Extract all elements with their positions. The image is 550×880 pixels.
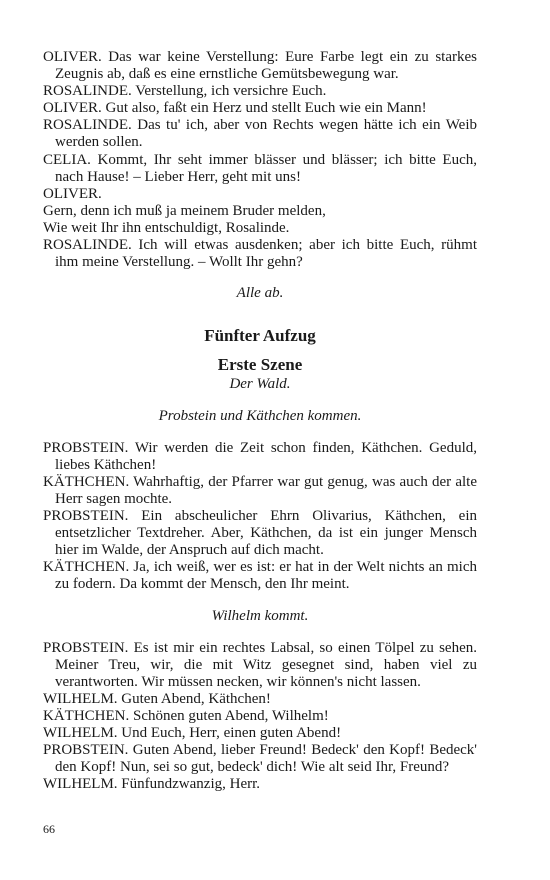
speech-paragraph: PROBSTEIN. Ein abscheulicher Ehrn Olivarius, Käthchen, ein entsetzlicher Textdreher. Aber, Käthchen, da ist ein junger Mensch hier im Walde, der Anspruch auf dich macht. (43, 508, 477, 559)
stage-direction: Der Wald. (229, 375, 291, 392)
speech-paragraph: WILHELM. Und Euch, Herr, einen guten Abend! (43, 725, 342, 742)
speech-paragraph: KÄTHCHEN. Schönen guten Abend, Wilhelm! (43, 708, 329, 724)
speech-paragraph: KÄTHCHEN. Ja, ich weiß, wer es ist: er hat in der Welt nichts an mich zu fodern. Da kommt der Mensch, den Ihr meint. (43, 559, 477, 593)
speech-paragraph: PROBSTEIN. Guten Abend, lieber Freund! Bedeck' den Kopf! Bedeck' den Kopf! Nun, sei so gut, bedeck' dich! Wie alt seid Ihr, Freund? (43, 742, 477, 776)
section-heading: Erste Szene (217, 355, 303, 375)
speech-paragraph: CELIA. Kommt, Ihr seht immer blässer und blässer; ich bitte Euch, nach Hause! – Lieber Herr, geht mit uns! (43, 151, 477, 185)
stage-direction: Alle ab. (236, 285, 284, 302)
page-body (43, 49, 477, 793)
speech-paragraph: ROSALINDE. Das tu' ich, aber von Rechts wegen hätte ich ein Weib werden sollen. (43, 117, 477, 151)
page-number: 66 (43, 822, 55, 836)
speech-paragraph: OLIVER. Gut also, faßt ein Herz und stellt Euch wie ein Mann! (43, 100, 427, 117)
verse-line: Wie weit Ihr ihn entschuldigt, Rosalinde. (43, 219, 290, 236)
stage-direction: Wilhelm kommt. (211, 607, 309, 624)
speech-paragraph: PROBSTEIN. Es ist mir ein rechtes Labsal, so einen Tölpel zu sehen. Meiner Treu, wir, die mit Witz gesegnet sind, haben viel zu verantworten. Wir müssen necken, wir können's nicht lassen. (43, 639, 477, 690)
speech-paragraph: WILHELM. Guten Abend, Käthchen! (43, 690, 271, 707)
speech-paragraph: PROBSTEIN. Wir werden die Zeit schon finden, Käthchen. Geduld, liebes Käthchen! (43, 439, 477, 473)
stage-direction: Probstein und Käthchen kommen. (158, 407, 362, 424)
verse-line: OLIVER. (43, 185, 102, 202)
speech-paragraph: OLIVER. Das war keine Verstellung: Eure Farbe legt ein zu starkes Zeugnis ab, daß es eine ernstliche Gemütsbewegung war. (43, 49, 477, 83)
speech-paragraph: WILHELM. Fünfundzwanzig, Herr. (43, 776, 261, 793)
speech-paragraph: ROSALINDE. Verstellung, ich versichre Euch. (43, 83, 327, 100)
verse-line: Gern, denn ich muß ja meinem Bruder melden, (43, 202, 326, 219)
speech-paragraph: KÄTHCHEN. Wahrhaftig, der Pfarrer war gut genug, was auch der alte Herr sagen mochte. (43, 473, 477, 507)
speech-paragraph: ROSALINDE. Ich will etwas ausdenken; aber ich bitte Euch, rühmt ihm meine Verstellung. – Wollt Ihr gehn? (43, 237, 477, 271)
section-heading: Fünfter Aufzug (204, 326, 316, 346)
